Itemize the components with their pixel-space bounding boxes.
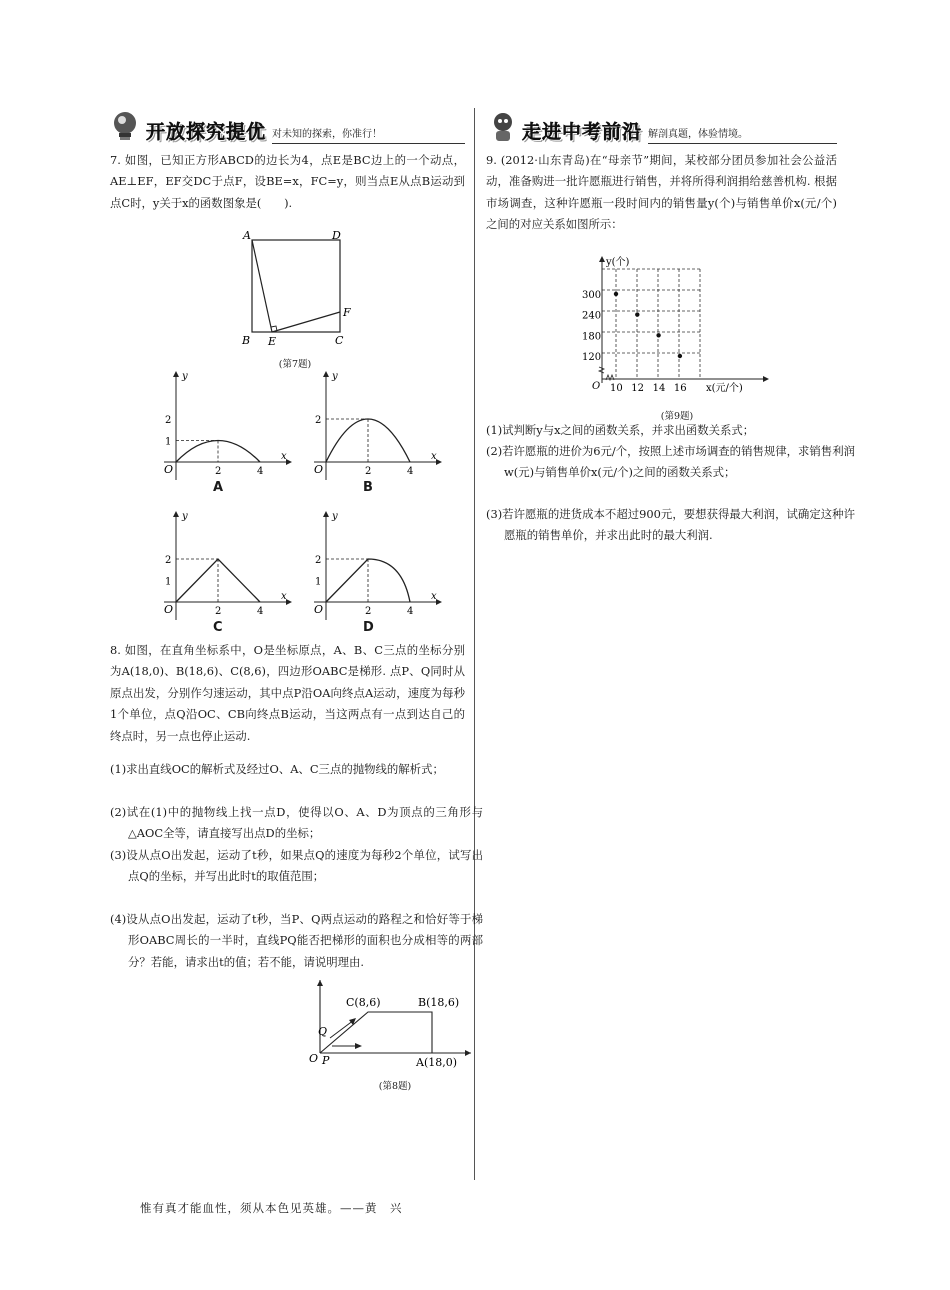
y-axis-arrow <box>323 371 329 377</box>
option-label-c: C <box>213 620 223 635</box>
y-tick-label: 300 <box>582 289 602 301</box>
x-axis-arrow <box>286 599 292 605</box>
x-tick-4: 4 <box>257 606 264 617</box>
y-tick-2: 2 <box>165 415 172 426</box>
x-tick-2: 2 <box>215 606 222 617</box>
x-tick-2: 2 <box>365 466 372 477</box>
label-d: D <box>332 229 341 242</box>
x-tick-4: 4 <box>407 466 414 477</box>
x-tick-label: 16 <box>673 383 687 394</box>
y-label: y <box>182 371 188 382</box>
section-title: 开放探究提优 <box>146 121 267 143</box>
y-tick-2: 2 <box>165 555 172 566</box>
right-section-header <box>488 104 837 144</box>
trapezoid-figure <box>306 978 476 1070</box>
x-axis-arrow <box>286 459 292 465</box>
y-axis-arrow <box>323 511 329 517</box>
x-label: x <box>431 591 437 602</box>
fig-label-a: A(18,0) <box>416 1056 458 1069</box>
fig-label-b: B(18,6) <box>418 996 460 1009</box>
x-axis-label: x(元/个) <box>706 383 743 394</box>
x-axis-arrow <box>763 376 769 382</box>
y-label: y <box>182 511 188 522</box>
cartoon-icon <box>488 110 518 144</box>
x-tick-2: 2 <box>215 466 222 477</box>
y-axis-arrow <box>173 371 179 377</box>
data-point <box>656 333 660 337</box>
q8-sub1: (1)求出直线OC的解析式及经过O、A、C三点的抛物线的解析式； <box>110 762 444 776</box>
fig-label-q: Q <box>318 1025 328 1038</box>
label-b: B <box>242 334 251 347</box>
y-axis-label: y(个) <box>606 257 630 268</box>
x-tick-2: 2 <box>365 606 372 617</box>
section-slogan: 对未知的探索，你准行！ <box>272 125 465 144</box>
y-tick-1: 1 <box>165 436 172 448</box>
y-tick-label: 120 <box>582 352 602 363</box>
label-a: A <box>243 229 251 242</box>
fig-label-o: O <box>309 1052 319 1065</box>
left-section-header <box>110 104 465 144</box>
data-point <box>635 312 639 316</box>
q9-sub1: (1)试判断y与x之间的函数关系，并求出函数关系式； <box>486 423 755 437</box>
q9-caption: (第9题) <box>660 411 694 422</box>
q7-caption: (第7题) <box>278 359 312 370</box>
question-9-text: 9. (2012·山东青岛)在“母亲节”期间，某校部分团员参加社会公益活动，准备购进一批许愿瓶进行销售，并将所得利润捐给慈善机构. 根据市场调查，这种许愿瓶一段时间内的销售量y(个)与销售单价x(元/个)之间的对应关系如图所示： <box>486 153 837 232</box>
section-slogan: 解剖真题，体验情境。 <box>648 125 837 144</box>
axis-break-y <box>599 367 604 373</box>
y-tick-1: 1 <box>165 576 172 588</box>
fig-label-c: C(8,6) <box>346 996 381 1009</box>
x-axis-arrow <box>436 599 442 605</box>
option-label-a: A <box>213 480 224 495</box>
y-tick-2: 2 <box>315 415 322 426</box>
data-point <box>678 354 682 358</box>
y-label: y <box>332 371 338 382</box>
x-tick-label: 14 <box>652 383 666 394</box>
option-graph-b <box>306 368 446 490</box>
data-point <box>614 292 618 296</box>
y-tick-2: 2 <box>315 555 322 566</box>
x-label: x <box>431 451 437 462</box>
option-label-b: B <box>363 480 373 495</box>
q9-chart <box>580 255 770 405</box>
option-graph-d <box>306 508 446 630</box>
q8-sub3: (3)设从点O出发起，运动了t秒，如果点Q的速度为每秒2个单位，试写出点Q的坐标，并写出此时t的取值范围； <box>110 848 483 884</box>
square-figure <box>240 228 360 348</box>
origin-label: O <box>164 463 174 476</box>
label-c: C <box>335 334 344 347</box>
y-tick-1: 1 <box>315 576 322 588</box>
label-e: E <box>268 335 277 348</box>
origin-label: O <box>164 603 174 616</box>
x-axis-arrow <box>436 459 442 465</box>
fig-label-p: P <box>322 1054 330 1067</box>
option-graph-a <box>156 368 296 490</box>
page-footer-quote: 惟有真才能血性，须从本色见英雄。——黄 兴 <box>140 1201 403 1215</box>
question-8-text: 8. 如图，在直角坐标系中，O是坐标原点，A、B、C三点的坐标分别为A(18,0)、B(18,6)、C(8,6)，四边形OABC是梯形. 点P、Q同时从原点出发，分别作匀速运动，其中点P沿OA向终点A运动，速度为每秒1个单位，点Q沿OC、CB向终点B运动，当这两点有一点到达自己的终点时，另一点也停止运动. <box>110 643 465 743</box>
y-label: y <box>332 511 338 522</box>
label-f: F <box>343 306 351 319</box>
y-axis-arrow <box>173 511 179 517</box>
section-title: 走进中考前沿 <box>522 121 643 143</box>
y-axis-arrow <box>599 256 605 262</box>
q8-sub4: (4)设从点O出发起，运动了t秒，当P、Q两点运动的路程之和恰好等于梯形OABC周长的一半时，直线PQ能否把梯形的面积也分成相等的两部分？若能，请求出t的值；若不能，请说明理由. <box>110 912 483 969</box>
x-tick-4: 4 <box>257 466 264 477</box>
x-label: x <box>281 591 287 602</box>
x-tick-label: 10 <box>610 383 623 394</box>
x-tick-4: 4 <box>407 606 414 617</box>
lightbulb-icon <box>110 110 142 144</box>
option-label-d: D <box>363 620 374 635</box>
q9-sub2: (2)若许愿瓶的进价为6元/个，按照上述市场调查的销售规律，求销售利润w(元)与销售单价x(元/个)之间的函数关系式； <box>486 444 855 480</box>
origin-label: O <box>592 381 601 392</box>
q9-sub3: (3)若许愿瓶的进货成本不超过900元，要想获得最大利润，试确定这种许愿瓶的销售单价，并求出此时的最大利润. <box>486 507 855 543</box>
origin-label: O <box>314 603 324 616</box>
origin-label: O <box>314 463 324 476</box>
y-tick-label: 240 <box>582 310 602 322</box>
q8-sub2: (2)试在(1)中的抛物线上找一点D，使得以O、A、D为顶点的三角形与△AOC全等，请直接写出点D的坐标； <box>110 805 483 841</box>
y-tick-label: 180 <box>582 331 602 343</box>
question-7-text: 7. 如图，已知正方形ABCD的边长为4，点E是BC边上的一个动点，AE⊥EF，EF交DC于点F，设BE=x，FC=y，则当点E从点B运动到点C时，y关于x的函数图象是( ). <box>110 153 465 210</box>
x-tick-label: 12 <box>631 383 645 394</box>
x-label: x <box>281 451 287 462</box>
q8-caption: (第8题) <box>378 1081 412 1092</box>
option-graph-c <box>156 508 296 630</box>
